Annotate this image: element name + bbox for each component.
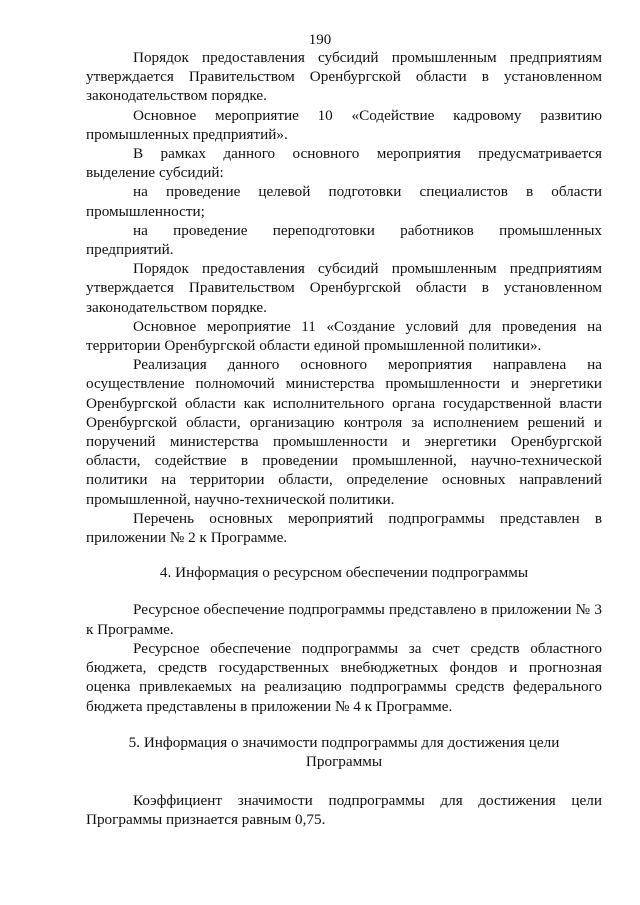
section-heading-5-line-1: 5. Информация о значимости подпрограммы для достижения цели xyxy=(128,733,560,751)
paragraph-subsidy-order-1: Порядок предоставления субсидий промышленным предприятиям утверждается Правительством Оренбургской области в установленном законодательством порядке. xyxy=(86,49,602,105)
section-heading-5-line-2: Программы xyxy=(305,752,383,770)
paragraph-subsidies-intro: В рамках данного основного мероприятия предусматривается выделение субсидий: xyxy=(86,145,602,182)
paragraph-measure-10: Основное мероприятие 10 «Содействие кадровому развитию промышленных предприятий». xyxy=(86,106,602,143)
paragraph-resources-appendix-3: Ресурсное обеспечение подпрограммы представлено в приложении № 3 к Программе. xyxy=(86,601,602,638)
paragraph-resources-appendix-4: Ресурсное обеспечение подпрограммы за счет средств областного бюджета, средств государственных внебюджетных фондов и прогнозная оценка привлекаемых на реализацию подпрограммы средств федерального бюджета представлены в приложении № 4 к Программе. xyxy=(86,639,602,715)
paragraph-measure-11-implementation: Реализация данного основного мероприятия направлена на осуществление полномочий министерства промышленности и энергетики Оренбургской области как исполнительного органа государственной власти Оренбургской области, организацию контроля за исполнением решений и поручений министерства промышленности и энергетики Оренбургской области, содействие в проведении промышленной, научно-технической политики на территории области, определение основных направлений промышленной, научно-технической политики. xyxy=(86,356,602,508)
paragraph-subsidy-training: на проведение целевой подготовки специалистов в области промышленности; xyxy=(86,183,602,220)
page-number: 190 xyxy=(308,32,332,48)
paragraph-subsidy-order-2: Порядок предоставления субсидий промышленным предприятиям утверждается Правительством Оренбургской области в установленном законодательством порядке. xyxy=(86,260,602,316)
section-heading-5 xyxy=(86,733,602,771)
paragraph-subsidy-retraining: на проведение переподготовки работников промышленных предприятий. xyxy=(86,221,602,259)
document-body xyxy=(86,48,602,830)
paragraph-measures-list: Перечень основных мероприятий подпрограммы представлен в приложении № 2 к Программе. xyxy=(86,509,602,547)
section-heading-4: 4. Информация о ресурсном обеспечении подпрограммы xyxy=(159,564,529,582)
paragraph-measure-11: Основное мероприятие 11 «Создание условий для проведения на территории Оренбургской области единой промышленной политики». xyxy=(86,317,602,355)
paragraph-significance-coefficient: Коэффициент значимости подпрограммы для достижения цели Программы признается равным 0,75. xyxy=(86,792,602,829)
